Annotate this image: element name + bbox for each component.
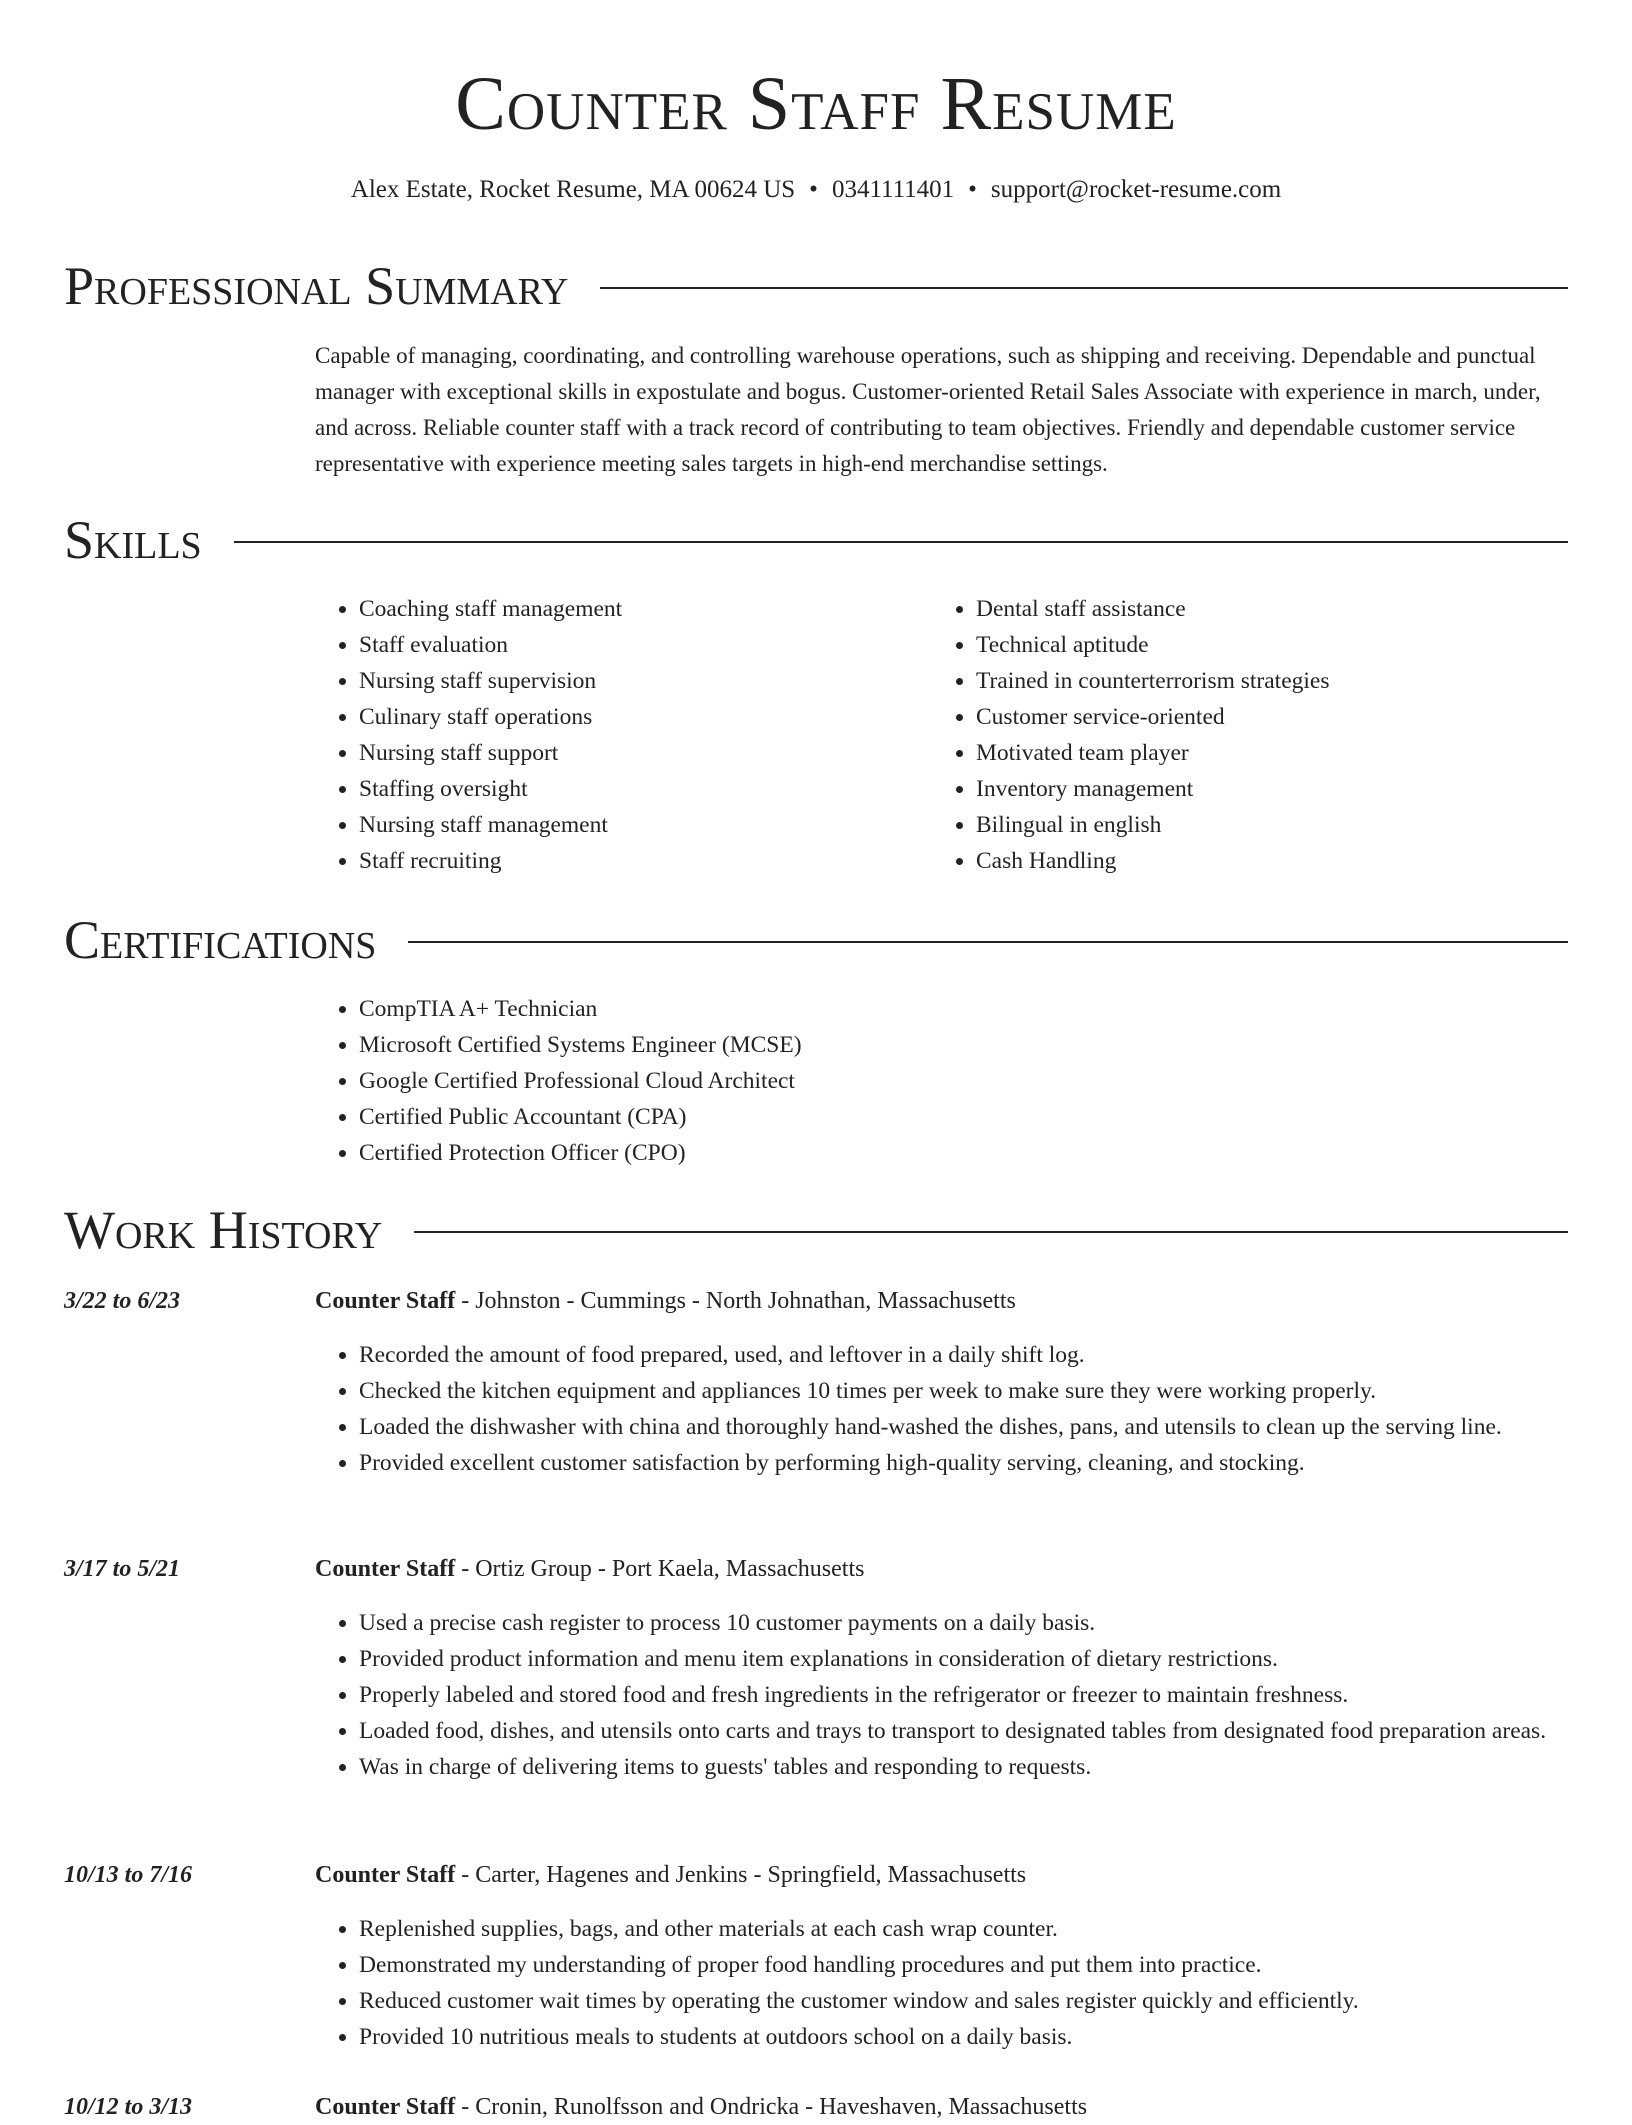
job-bullet-list xyxy=(315,1911,1615,2055)
job-dates: 10/13 to 7/16 xyxy=(64,1862,193,1888)
job-bullet-list xyxy=(315,1605,1615,1785)
skills-section-title: Skills xyxy=(64,510,202,570)
summary-section-title: Professional Summary xyxy=(64,256,569,316)
skills-left-column xyxy=(315,591,915,879)
professional-summary-text: Capable of managing, coordinating, and controlling warehouse operations, such as shipping and receiving. Dependable and punctual manager with exceptional skills in expostulate and bogus. Customer-oriented Retail Sales Associate with experience in march, under, and across. Reliable counter staff with a track record of contributing to team objectives. Friendly and dependable customer service representative with experience meeting sales targets in high-end merchandise settings. xyxy=(315,343,1541,476)
skill-item: • Inventory management xyxy=(976,771,1568,807)
certification-item: • Certified Protection Officer (CPO) xyxy=(359,1135,1571,1171)
job-role: Counter Staff xyxy=(315,2094,456,2120)
contact-phone: 0341111401 xyxy=(831,176,955,203)
skill-item: • Staff recruiting xyxy=(359,843,915,879)
job-heading xyxy=(315,1857,1026,1893)
contact-address: Alex Estate, Rocket Resume, MA 00624 US xyxy=(350,176,796,203)
section-divider xyxy=(600,287,1568,289)
job-dates: 3/22 to 6/23 xyxy=(64,1288,181,1314)
job-bullet: • Used a precise cash register to process 10 customer payments on a daily basis. xyxy=(359,1605,1615,1641)
job-bullet: • Loaded food, dishes, and utensils onto carts and trays to transport to designated tables from designated food preparation areas. xyxy=(359,1713,1615,1749)
skill-item: • Cash Handling xyxy=(976,843,1568,879)
skill-item: • Coaching staff management xyxy=(359,591,915,627)
certifications-block xyxy=(315,991,1571,1171)
certifications-section-header xyxy=(64,910,1568,970)
resume-title: Counter Staff Resume xyxy=(455,62,1177,146)
summary-section-header xyxy=(64,256,1568,316)
job-bullet: • Reduced customer wait times by operating the customer window and sales register quickly and efficiently. xyxy=(359,1983,1615,2019)
job-heading xyxy=(315,1283,1016,1319)
job-bullet: • Was in charge of delivering items to guests' tables and responding to requests. xyxy=(359,1749,1615,1785)
skills-list-left xyxy=(315,591,915,879)
job-bullet: • Recorded the amount of food prepared, used, and leftover in a daily shift log. xyxy=(359,1337,1615,1373)
contact-email: support@rocket-resume.com xyxy=(990,176,1282,203)
job-role: Counter Staff xyxy=(315,1556,456,1582)
skills-section-header xyxy=(64,510,1568,570)
job-heading xyxy=(315,1551,864,1587)
job-details: - Cronin, Runolfsson and Ondricka - Haveshaven, Massachusetts xyxy=(455,2094,1088,2120)
certification-item: • CompTIA A+ Technician xyxy=(359,991,1571,1027)
job-bullet-list xyxy=(315,1337,1615,1481)
skill-item: • Nursing staff management xyxy=(359,807,915,843)
certification-item: • Google Certified Professional Cloud Architect xyxy=(359,1063,1571,1099)
skill-item: • Motivated team player xyxy=(976,735,1568,771)
job-details: - Carter, Hagenes and Jenkins - Springfield, Massachusetts xyxy=(455,1862,1027,1888)
skill-item: • Technical aptitude xyxy=(976,627,1568,663)
job-bullet: • Demonstrated my understanding of proper food handling procedures and put them into practice. xyxy=(359,1947,1615,1983)
job-role: Counter Staff xyxy=(315,1288,456,1314)
skill-item: • Nursing staff supervision xyxy=(359,663,915,699)
job-bullet: • Provided 10 nutritious meals to students at outdoors school on a daily basis. xyxy=(359,2019,1615,2055)
section-divider xyxy=(234,541,1568,543)
skill-item: • Nursing staff support xyxy=(359,735,915,771)
certifications-list xyxy=(315,991,1571,1171)
work-history-section-title: Work History xyxy=(64,1200,383,1260)
skill-item: • Staff evaluation xyxy=(359,627,915,663)
certification-item: • Certified Public Accountant (CPA) xyxy=(359,1099,1571,1135)
skill-item: • Dental staff assistance xyxy=(976,591,1568,627)
skills-right-column xyxy=(932,591,1568,879)
job-bullet: • Replenished supplies, bags, and other materials at each cash wrap counter. xyxy=(359,1911,1615,1947)
certifications-section-title: Certifications xyxy=(64,910,377,970)
section-divider xyxy=(414,1231,1568,1233)
skill-item: • Trained in counterterrorism strategies xyxy=(976,663,1568,699)
job-heading xyxy=(315,2089,1087,2125)
job-bullet: • Provided product information and menu item explanations in consideration of dietary restrictions. xyxy=(359,1641,1615,1677)
section-divider xyxy=(408,941,1568,943)
skills-list-right xyxy=(932,591,1568,879)
job-bullet: • Properly labeled and stored food and fresh ingredients in the refrigerator or freezer to maintain freshness. xyxy=(359,1677,1615,1713)
job-dates: 10/12 to 3/13 xyxy=(64,2094,193,2120)
contact-separator: • xyxy=(809,176,818,203)
work-history-section-header xyxy=(64,1200,1568,1260)
skill-item: • Customer service-oriented xyxy=(976,699,1568,735)
contact-line xyxy=(0,174,1632,206)
job-role: Counter Staff xyxy=(315,1862,456,1888)
job-details: - Ortiz Group - Port Kaela, Massachusetts xyxy=(455,1556,865,1582)
job-bullet: • Loaded the dishwasher with china and thoroughly hand-washed the dishes, pans, and utensils to clean up the serving line. xyxy=(359,1409,1615,1445)
skill-item: • Culinary staff operations xyxy=(359,699,915,735)
job-dates: 3/17 to 5/21 xyxy=(64,1556,181,1582)
skill-item: • Bilingual in english xyxy=(976,807,1568,843)
job-bullet: • Provided excellent customer satisfaction by performing high-quality serving, cleaning, and stocking. xyxy=(359,1445,1615,1481)
job-details: - Johnston - Cummings - North Johnathan, Massachusetts xyxy=(455,1288,1016,1314)
skill-item: • Staffing oversight xyxy=(359,771,915,807)
job-bullet: • Checked the kitchen equipment and appliances 10 times per week to make sure they were working properly. xyxy=(359,1373,1615,1409)
contact-separator: • xyxy=(968,176,977,203)
certification-item: • Microsoft Certified Systems Engineer (MCSE) xyxy=(359,1027,1571,1063)
